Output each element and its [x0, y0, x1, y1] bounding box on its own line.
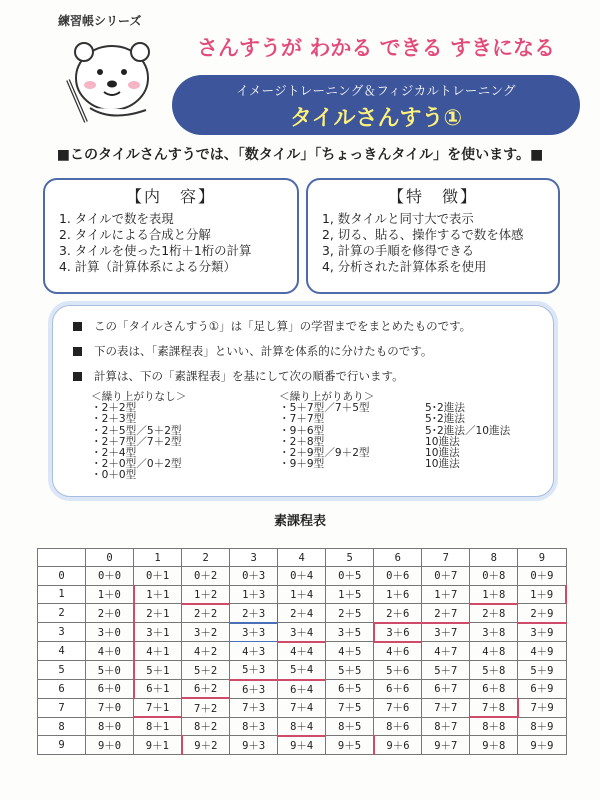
table-cell: 7＋1 [134, 698, 182, 717]
addition-table [37, 548, 567, 755]
feature-item: 3, 計算の手順を修得できる [322, 243, 475, 258]
table-row [38, 680, 567, 699]
table-cell: 3＋6 [374, 623, 422, 642]
table-cell: 5＋2 [182, 661, 230, 680]
row-header: 4 [38, 642, 86, 661]
method-item: 5･2進法 [425, 413, 465, 426]
table-cell: 9＋9 [518, 736, 566, 755]
table-cell: 9＋2 [182, 736, 230, 755]
table-cell: 4＋2 [182, 642, 230, 661]
feature-box [306, 178, 560, 294]
list-item: ・2＋7型／7＋2型 [91, 435, 182, 448]
table-cell: 5＋5 [326, 661, 374, 680]
column-header: 0 [86, 549, 134, 567]
row-header: 8 [38, 717, 86, 736]
table-cell: 4＋6 [374, 642, 422, 661]
note-text: 下の表は、「素課程表」といい、計算を体系的に分けたものです。 [94, 344, 433, 358]
table-cell: 3＋4 [278, 623, 326, 642]
row-header: 2 [38, 604, 86, 623]
table-cell: 3＋0 [86, 623, 134, 642]
table-cell: 2＋6 [374, 604, 422, 623]
no-carry-heading: ＜繰り上がりなし＞ [91, 391, 187, 403]
list-item: ・9＋9型 [279, 458, 325, 471]
column-header: 9 [518, 549, 566, 567]
table-cell: 9＋0 [86, 736, 134, 755]
table-cell: 2＋9 [518, 604, 566, 623]
table-cell: 9＋7 [422, 736, 470, 755]
list-item: ・7＋7型 [279, 413, 325, 426]
page-title: タイルさんすう① [289, 106, 463, 131]
table-cell: 9＋8 [470, 736, 518, 755]
table-cell: 6＋7 [422, 680, 470, 699]
row-header: 0 [38, 567, 86, 585]
table-cell: 4＋3 [230, 642, 278, 661]
table-row [38, 585, 567, 604]
table-cell: 3＋7 [422, 623, 470, 642]
bear-mascot-illustration [60, 30, 170, 125]
feature-item: 2, 切る、貼る、操作するで数を体感 [322, 227, 524, 242]
column-header: 7 [422, 549, 470, 567]
table-cell: 4＋4 [278, 642, 326, 661]
table-cell: 6＋8 [470, 680, 518, 699]
table-row [38, 661, 567, 680]
note-line [73, 368, 404, 384]
bullet-square-icon [73, 322, 82, 331]
table-cell: 8＋3 [230, 717, 278, 736]
notes-panel [52, 305, 554, 497]
table-cell: 4＋9 [518, 642, 566, 661]
table-row [38, 623, 567, 642]
table-cell: 1＋6 [374, 585, 422, 604]
table-cell: 1＋5 [326, 585, 374, 604]
table-cell: 0＋5 [326, 567, 374, 585]
table-cell: 5＋9 [518, 661, 566, 680]
table-cell: 2＋1 [134, 604, 182, 623]
table-cell: 0＋7 [422, 567, 470, 585]
table-row [38, 717, 567, 736]
note-text: 計算は、下の「素課程表」を基にして次の順番で行います。 [94, 369, 404, 383]
table-cell: 0＋9 [518, 567, 566, 585]
table-cell: 7＋3 [230, 698, 278, 717]
table-cell: 3＋3 [230, 623, 278, 642]
column-header: 3 [230, 549, 278, 567]
table-cell: 4＋7 [422, 642, 470, 661]
table-title: 素課程表 [273, 514, 326, 529]
table-cell: 8＋8 [470, 717, 518, 736]
table-cell: 7＋4 [278, 698, 326, 717]
table-cell: 4＋1 [134, 642, 182, 661]
table-cell: 7＋8 [470, 698, 518, 717]
table-cell: 3＋2 [182, 623, 230, 642]
table-cell: 6＋1 [134, 680, 182, 699]
table-cell: 2＋3 [230, 604, 278, 623]
table-cell: 1＋9 [518, 585, 566, 604]
table-cell: 8＋4 [278, 717, 326, 736]
feature-item: 1, 数タイルと同寸大で表示 [322, 211, 474, 226]
table-cell: 0＋3 [230, 567, 278, 585]
table-cell: 7＋9 [518, 698, 566, 717]
table-cell: 6＋2 [182, 680, 230, 699]
carry-list [279, 392, 374, 470]
table-cell: 5＋6 [374, 661, 422, 680]
table-cell: 0＋1 [134, 567, 182, 585]
list-item: ・9＋6型 [279, 424, 325, 437]
table-cell: 7＋0 [86, 698, 134, 717]
list-item: ・0＋0型 [91, 469, 137, 482]
table-cell: 8＋2 [182, 717, 230, 736]
list-item: ・2＋0型／0＋2型 [91, 458, 182, 471]
list-item: ・2＋8型 [279, 435, 325, 448]
column-header: 8 [470, 549, 518, 567]
method-item: 5･2進法 [425, 402, 465, 415]
table-cell: 5＋1 [134, 661, 182, 680]
table-cell: 1＋2 [182, 585, 230, 604]
method-item: 10進法 [425, 458, 460, 471]
table-cell: 6＋9 [518, 680, 566, 699]
table-cell: 0＋8 [470, 567, 518, 585]
table-cell: 6＋5 [326, 680, 374, 699]
list-item: ・2＋2型 [91, 402, 137, 415]
table-cell: 6＋3 [230, 680, 278, 699]
table-cell: 2＋5 [326, 604, 374, 623]
list-item: ・2＋5型／5＋2型 [91, 424, 182, 437]
table-cell: 8＋5 [326, 717, 374, 736]
table-row [38, 736, 567, 755]
table-cell: 2＋8 [470, 604, 518, 623]
table-cell: 0＋0 [86, 567, 134, 585]
table-cell: 1＋4 [278, 585, 326, 604]
table-cell: 0＋6 [374, 567, 422, 585]
method-item: 5･2進法／10進法 [425, 424, 511, 437]
column-header: 6 [374, 549, 422, 567]
table-cell: 8＋7 [422, 717, 470, 736]
carry-heading: ＜繰り上がりあり＞ [279, 391, 375, 403]
method-list [425, 403, 510, 470]
tagline: さんすうが わかる できる すきになる [197, 36, 555, 60]
table-header-row [38, 549, 567, 567]
bullet-square-icon [73, 347, 82, 356]
column-header: 1 [134, 549, 182, 567]
table-cell: 7＋2 [182, 698, 230, 717]
table-cell: 5＋0 [86, 661, 134, 680]
feature-item: 4, 分析された計算体系を使用 [322, 259, 487, 274]
column-header: 5 [326, 549, 374, 567]
table-cell: 2＋2 [182, 604, 230, 623]
note-line [73, 318, 471, 334]
row-header: 9 [38, 736, 86, 755]
table-cell: 3＋1 [134, 623, 182, 642]
table-cell: 3＋9 [518, 623, 566, 642]
list-item: ・2＋9型／9＋2型 [279, 447, 370, 460]
no-carry-list [91, 392, 186, 482]
row-header: 7 [38, 698, 86, 717]
bullet-square-icon [73, 372, 82, 381]
table-cell: 1＋7 [422, 585, 470, 604]
table-cell: 4＋8 [470, 642, 518, 661]
table-cell: 2＋7 [422, 604, 470, 623]
content-item: 3. タイルを使った1桁＋1桁の計算 [59, 243, 252, 258]
list-item: ・2＋3型 [91, 413, 137, 426]
table-cell: 5＋7 [422, 661, 470, 680]
table-row [38, 642, 567, 661]
title-subtitle: イメージトレーニング＆フィジカルトレーニング [236, 83, 516, 98]
row-header: 5 [38, 661, 86, 680]
table-cell: 7＋5 [326, 698, 374, 717]
table-cell: 5＋8 [470, 661, 518, 680]
table-row [38, 604, 567, 623]
table-cell: 8＋1 [134, 717, 182, 736]
table-cell: 9＋6 [374, 736, 422, 755]
column-header: 4 [278, 549, 326, 567]
table-cell: 5＋4 [278, 661, 326, 680]
feature-heading: 【特 徴】 [387, 187, 478, 206]
table-cell: 7＋7 [422, 698, 470, 717]
row-header: 1 [38, 585, 86, 604]
method-item: 10進法 [425, 435, 460, 448]
note-text: この「タイルさんすう①」は「足し算」の学習までをまとめたものです。 [94, 319, 472, 333]
note-line [73, 343, 432, 359]
table-cell: 7＋6 [374, 698, 422, 717]
table-row [38, 567, 567, 585]
table-cell: 1＋1 [134, 585, 182, 604]
table-cell: 9＋1 [134, 736, 182, 755]
table-cell: 5＋3 [230, 661, 278, 680]
table-cell: 8＋6 [374, 717, 422, 736]
content-item: 2. タイルによる合成と分解 [59, 227, 211, 242]
table-cell: 2＋4 [278, 604, 326, 623]
table-cell: 6＋6 [374, 680, 422, 699]
series-label: 練習帳シリーズ [58, 14, 142, 28]
table-cell: 6＋4 [278, 680, 326, 699]
list-item: ・2＋4型 [91, 447, 137, 460]
table-cell: 1＋0 [86, 585, 134, 604]
table-cell: 9＋3 [230, 736, 278, 755]
table-row [38, 698, 567, 717]
intro-text: ■このタイルさんすうでは、「数タイル」「ちょっきんタイル」を使います。■ [56, 147, 544, 163]
method-item: 10進法 [425, 447, 460, 459]
table-cell: 4＋5 [326, 642, 374, 661]
row-header: 3 [38, 623, 86, 642]
table-cell: 2＋0 [86, 604, 134, 623]
table-cell: 9＋5 [326, 736, 374, 755]
table-cell: 3＋8 [470, 623, 518, 642]
column-header: 2 [182, 549, 230, 567]
content-item: 4. 計算（計算体系による分類） [59, 259, 236, 274]
table-cell: 1＋8 [470, 585, 518, 604]
content-box [43, 178, 299, 294]
table-cell: 3＋5 [326, 623, 374, 642]
table-cell: 1＋3 [230, 585, 278, 604]
corner-cell [38, 549, 86, 567]
row-header: 6 [38, 680, 86, 699]
title-banner [172, 75, 580, 135]
table-cell: 4＋0 [86, 642, 134, 661]
table-cell: 8＋9 [518, 717, 566, 736]
table-cell: 0＋2 [182, 567, 230, 585]
list-item: ・5＋7型／7＋5型 [279, 402, 370, 415]
table-cell: 8＋0 [86, 717, 134, 736]
table-cell: 0＋4 [278, 567, 326, 585]
table-cell: 9＋4 [278, 736, 326, 755]
content-heading: 【内 容】 [125, 187, 216, 206]
content-item: 1. タイルで数を表現 [59, 211, 174, 226]
table-cell: 6＋0 [86, 680, 134, 699]
